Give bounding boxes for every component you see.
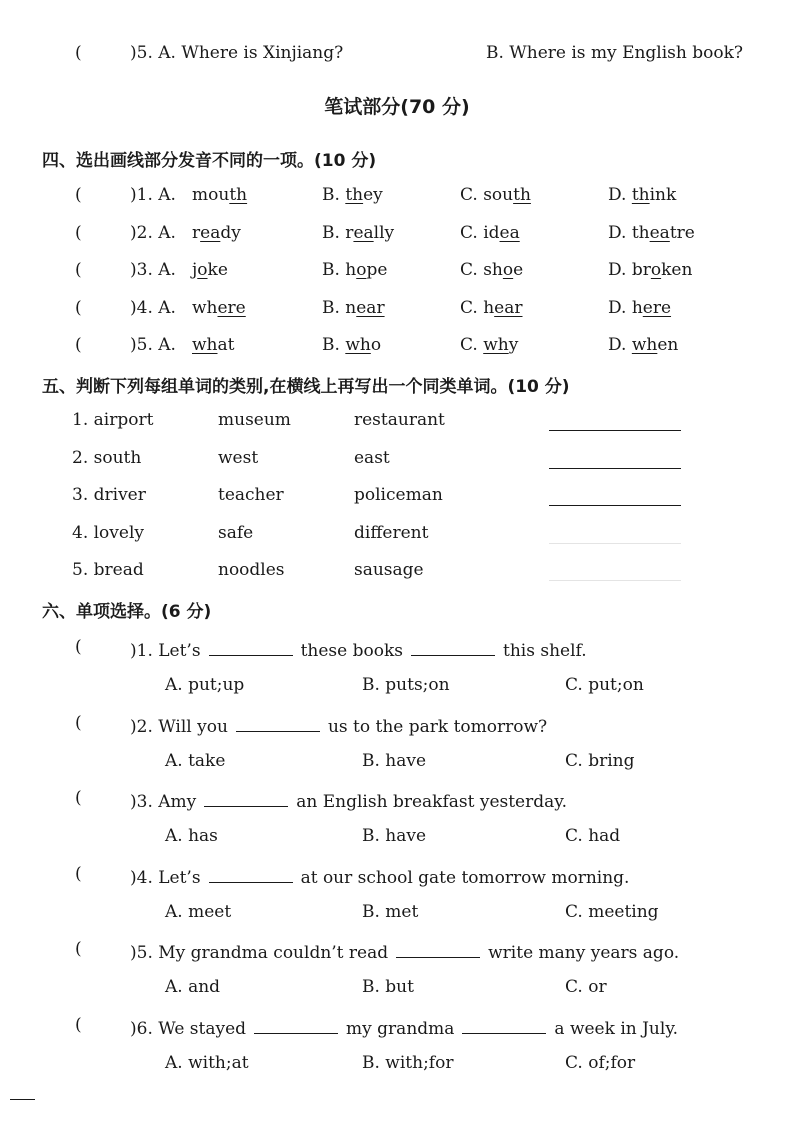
phonics-option-c: C. why [460, 335, 519, 355]
mc-option-a[interactable]: A. put;up [165, 675, 245, 695]
underlined-sound: o [356, 260, 367, 280]
underlined-sound: ere [217, 297, 246, 318]
answer-blank[interactable] [462, 1015, 546, 1034]
answer-paren-open: ( [75, 637, 82, 657]
answer-line[interactable] [549, 430, 681, 431]
answer-paren-open: ( [75, 335, 82, 355]
phonics-option-c: C. hear [460, 297, 523, 318]
phonics-option-c: C. south [460, 185, 531, 205]
mc-option-c[interactable]: C. of;for [565, 1052, 636, 1073]
underlined-sound: ea [499, 222, 520, 243]
answer-paren-open: ( [75, 260, 82, 280]
mc-option-b[interactable]: B. have [362, 750, 427, 771]
word-group-first: 1. airport [72, 410, 154, 430]
answer-paren-open: ( [75, 712, 82, 733]
underlined-sound: wh [192, 335, 218, 355]
phonics-option-b: B. near [322, 297, 385, 318]
mc-question-stem: )6. We stayed my grandma a week in July. [130, 1015, 678, 1039]
listening-item-5-option-b: B. Where is my English book? [486, 43, 744, 63]
phonics-item-number: )2. A. [130, 222, 176, 243]
answer-paren-open: ( [75, 939, 82, 959]
answer-blank[interactable] [396, 939, 480, 958]
word-group-word: teacher [218, 485, 284, 505]
mc-option-c[interactable]: C. put;on [565, 675, 644, 695]
mc-question-stem: )2. Will you us to the park tomorrow? [130, 713, 547, 737]
word-group-word: policeman [354, 485, 443, 505]
phonics-option-b: B. really [322, 222, 395, 243]
word-group-word: museum [218, 410, 291, 430]
word-group-word: noodles [218, 560, 285, 580]
underlined-sound: wh [631, 335, 658, 355]
answer-blank[interactable] [411, 637, 495, 656]
answer-line[interactable] [549, 580, 681, 581]
word-group-first: 4. lovely [72, 522, 145, 543]
answer-paren-open: ( [75, 788, 82, 808]
phonics-item-number: )1. A. [130, 185, 176, 205]
mc-option-b[interactable]: B. but [362, 977, 414, 997]
mc-option-c[interactable]: C. meeting [565, 901, 659, 922]
phonics-option-a: mouth [192, 185, 248, 205]
phonics-option-b: B. hope [322, 260, 388, 280]
answer-line[interactable] [549, 543, 681, 544]
phonics-option-a: where [192, 297, 246, 318]
phonics-option-a: joke [192, 260, 228, 280]
listening-item-5-question: )5. A. Where is Xinjiang? [130, 43, 344, 63]
word-group-word: restaurant [354, 410, 445, 430]
mc-option-a[interactable]: A. with;at [165, 1052, 249, 1073]
answer-line[interactable] [549, 468, 681, 469]
underlined-sound: ear [494, 297, 523, 318]
phonics-item-number: )5. A. [130, 335, 176, 355]
underlined-sound: ear [356, 297, 385, 318]
answer-paren-open: ( [75, 222, 82, 243]
underlined-sound: ea [353, 222, 374, 243]
mc-option-b[interactable]: B. met [362, 901, 419, 922]
answer-paren-open: ( [75, 863, 82, 884]
mc-option-a[interactable]: A. meet [165, 901, 232, 922]
mc-question-stem: )3. Amy an English breakfast yesterday. [130, 788, 567, 812]
mc-option-c[interactable]: C. or [565, 977, 607, 997]
answer-paren-open: ( [75, 43, 82, 63]
mc-option-c[interactable]: C. had [565, 826, 621, 846]
phonics-option-d: D. broken [608, 260, 693, 280]
answer-blank[interactable] [209, 864, 293, 883]
underlined-sound: ea [649, 222, 670, 243]
underlined-sound: o [650, 260, 662, 280]
answer-blank[interactable] [209, 637, 293, 656]
answer-paren-open: ( [75, 297, 82, 318]
phonics-option-d: D. think [608, 185, 677, 205]
phonics-option-a: ready [192, 222, 241, 243]
underlined-sound: o [502, 260, 514, 280]
phonics-option-c: C. shoe [460, 260, 524, 280]
answer-blank[interactable] [236, 713, 320, 732]
word-group-first: 2. south [72, 447, 142, 468]
underlined-sound: wh [345, 335, 371, 355]
written-section-title: 笔试部分(70 分) [324, 96, 470, 118]
word-group-word: different [354, 522, 429, 543]
underlined-sound: wh [483, 335, 509, 355]
answer-paren-open: ( [75, 185, 82, 205]
answer-blank[interactable] [254, 1015, 338, 1034]
section6-heading: 六、单项选择。(6 分) [42, 602, 212, 622]
phonics-option-d: D. when [608, 335, 679, 355]
phonics-item-number: )3. A. [130, 260, 176, 280]
phonics-option-c: C. idea [460, 222, 520, 243]
mc-option-a[interactable]: A. take [165, 750, 226, 771]
mc-question-stem: )1. Let’s these books this shelf. [130, 637, 587, 661]
underlined-sound: th [345, 185, 364, 205]
phonics-option-b: B. who [322, 335, 382, 355]
underlined-sound: ea [200, 222, 221, 243]
phonics-option-d: D. theatre [608, 222, 695, 243]
word-group-word: sausage [354, 560, 424, 580]
phonics-option-d: D. here [608, 297, 672, 318]
underlined-sound: th [631, 185, 650, 205]
answer-blank[interactable] [204, 788, 288, 807]
word-group-word: east [354, 447, 390, 468]
word-group-word: safe [218, 522, 254, 543]
mc-option-a[interactable]: A. and [165, 977, 221, 997]
page-footer-rule [10, 1099, 35, 1100]
underlined-sound: th [229, 185, 248, 205]
mc-question-stem: )5. My grandma couldn’t read write many years ago. [130, 939, 679, 963]
mc-question-stem: )4. Let’s at our school gate tomorrow morning. [130, 864, 629, 888]
word-group-word: west [218, 447, 259, 468]
answer-paren-open: ( [75, 1014, 82, 1035]
phonics-option-a: what [192, 335, 235, 355]
underlined-sound: ere [642, 297, 672, 318]
answer-line[interactable] [549, 505, 681, 506]
phonics-item-number: )4. A. [130, 297, 176, 318]
word-group-first: 5. bread [72, 560, 144, 580]
mc-option-b[interactable]: B. puts;on [362, 675, 450, 695]
mc-option-a[interactable]: A. has [165, 826, 218, 846]
underlined-sound: th [513, 185, 531, 205]
word-group-first: 3. driver [72, 485, 146, 505]
mc-option-b[interactable]: B. have [362, 826, 427, 846]
phonics-option-b: B. they [322, 185, 383, 205]
underlined-sound: o [197, 260, 208, 280]
section4-heading: 四、选出画线部分发音不同的一项。(10 分) [42, 151, 377, 171]
mc-option-b[interactable]: B. with;for [362, 1052, 454, 1073]
section5-heading: 五、判断下列每组单词的类别,在横线上再写出一个同类单词。(10 分) [42, 377, 570, 397]
mc-option-c[interactable]: C. bring [565, 750, 635, 771]
